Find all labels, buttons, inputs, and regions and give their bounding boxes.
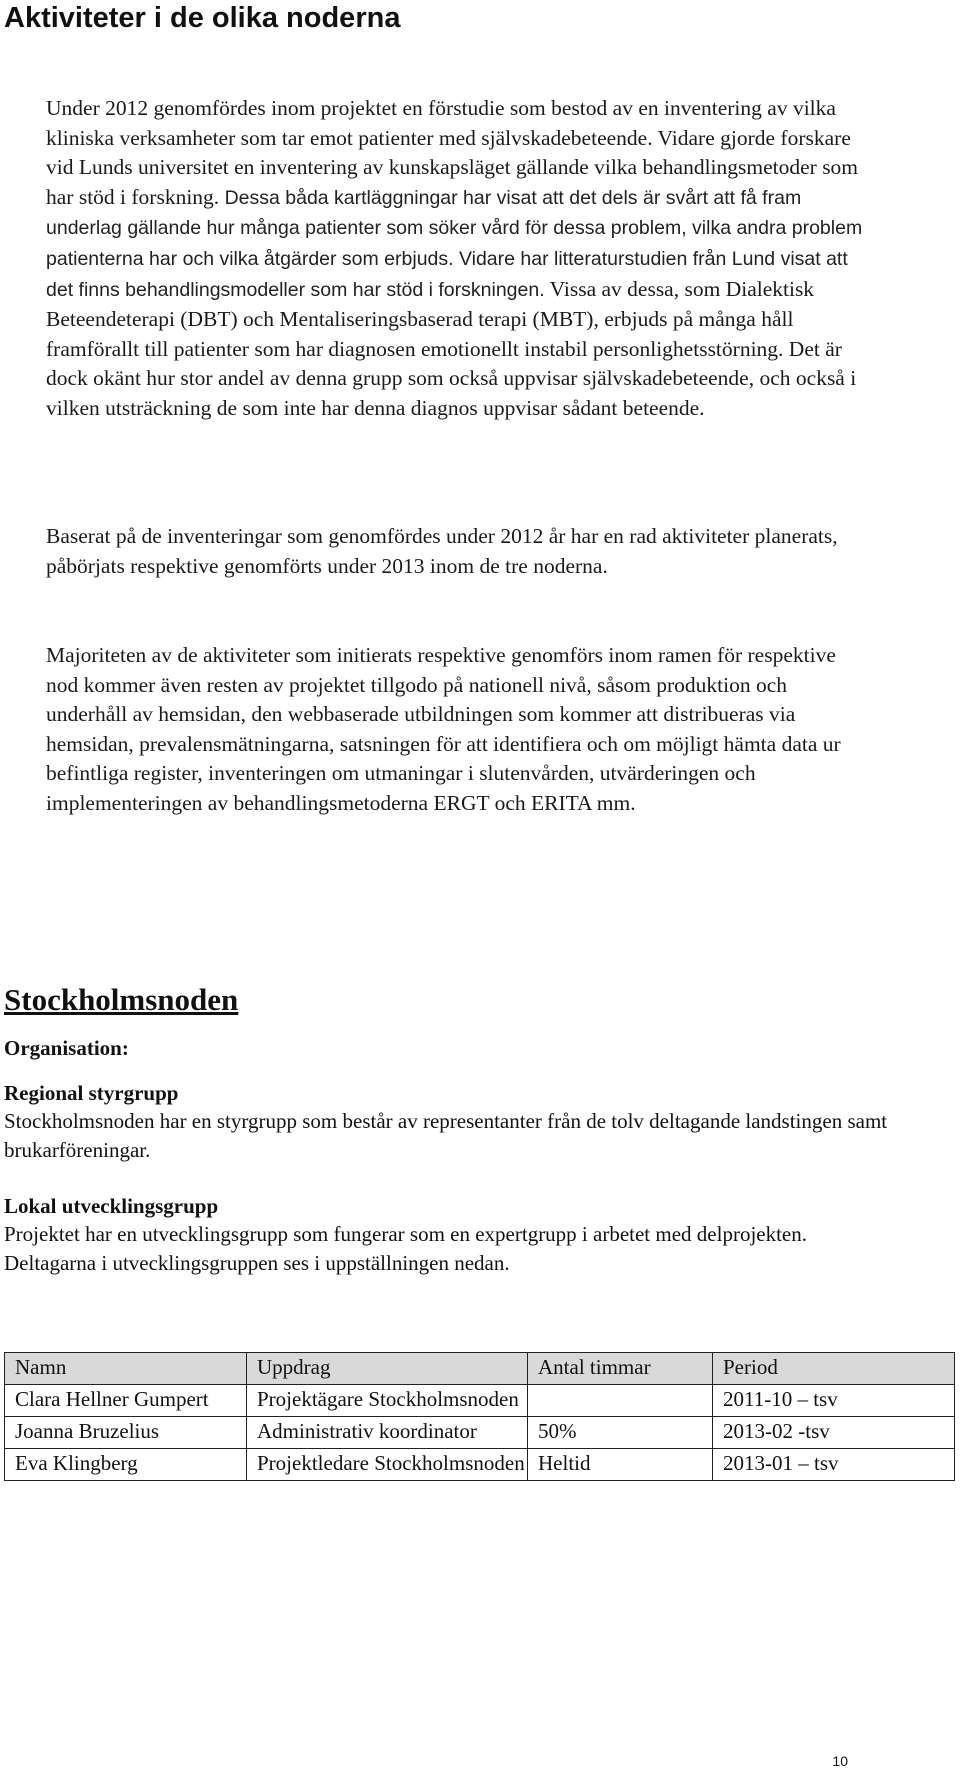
staff-table — [4, 1352, 955, 1481]
cell-period: 2013-01 – tsv — [713, 1449, 955, 1481]
table-row — [5, 1449, 955, 1481]
paragraph-1 — [46, 94, 866, 424]
header-period: Period — [713, 1353, 955, 1385]
cell-period: 2013-02 -tsv — [713, 1417, 955, 1449]
header-hours: Antal timmar — [528, 1353, 713, 1385]
cell-hours: Heltid — [528, 1449, 713, 1481]
paragraph-1-part-c: Vissa av dessa, som Dialektisk Beteendeterapi (DBT) och Mentaliseringsbaserad terapi (MBT), erbjuds på många håll framförallt till patienter som har diagnosen emotionellt instabil personlighetsstörning. Det är dock okänt hur stor andel av denna grupp som också uppvisar självskadebeteende, och också i vilken utsträckning de som inte har denna diagnos uppvisar sådant beteende. — [46, 276, 857, 420]
local-text: Projektet har en utvecklingsgrupp som fungerar som en expertgrupp i arbetet med delprojekten. Deltagarna i utvecklingsgruppen ses i uppställningen nedan. — [4, 1222, 808, 1275]
local-heading: Lokal utvecklingsgrupp — [4, 1194, 219, 1218]
paragraph-2: Baserat på de inventeringar som genomfördes under 2012 år har en rad aktiviteter planerats, påbörjats respektive genomförts under 2013 inom de tre noderna. — [46, 524, 838, 578]
cell-hours: 50% — [528, 1417, 713, 1449]
header-name: Namn — [5, 1353, 247, 1385]
cell-hours — [528, 1385, 713, 1417]
regional-text: Stockholmsnoden har en styrgrupp som består av representanter från de tolv deltagande landstingen samt brukarföreningar. — [4, 1109, 888, 1162]
paragraph-1-part-a: Under 2012 genomfördes inom projektet en förstudie som bestod av en inventering av vilka kliniska verksamheter som tar emot patienter med självskadebeteende. Vidare gjorde forskare vid Lunds universitet en inventering av kunskapsläget gällande vilka behandlingsmetoder som har stöd i forskning. — [46, 96, 859, 209]
page-number: 10 — [832, 1753, 848, 1769]
cell-role: Administrativ koordinator — [247, 1417, 528, 1449]
table-header-row — [5, 1353, 955, 1385]
cell-name: Eva Klingberg — [5, 1449, 247, 1481]
organisation-label: Organisation: — [4, 1036, 129, 1060]
table-row — [5, 1385, 955, 1417]
node-title: Stockholmsnoden — [4, 982, 239, 1017]
regional-heading: Regional styrgrupp — [4, 1081, 179, 1105]
header-role: Uppdrag — [247, 1353, 528, 1385]
cell-role: Projektledare Stockholmsnoden — [247, 1449, 528, 1481]
cell-period: 2011-10 – tsv — [713, 1385, 955, 1417]
cell-role: Projektägare Stockholmsnoden — [247, 1385, 528, 1417]
page-heading: Aktiviteter i de olika noderna — [4, 2, 401, 34]
cell-name: Clara Hellner Gumpert — [5, 1385, 247, 1417]
paragraph-1-part-b: Dessa båda kartläggningar har visat att det dels är svårt att få fram underlag gällande hur många patienter som söker vård för dessa problem, vilka andra problem patienterna har och vilka åtgärder som erbjuds. Vidare har litteraturstudien från Lund visat att det finns behandlingsmodeller som har stöd i forskningen. — [46, 186, 863, 301]
paragraph-3: Majoriteten av de aktiviteter som initierats respektive genomförs inom ramen för respektive nod kommer även resten av projektet tillgodo på nationell nivå, såsom produktion och underhåll av hemsidan, den webbaserade utbildningen som kommer att distribueras via hemsidan, prevalensmätningarna, satsningen för att identifiera och om möjligt hämta data ur befintliga register, inventeringen om utmaningar i slutenvården, utvärderingen och implementeringen av behandlingsmetoderna ERGT och ERITA mm. — [46, 643, 841, 815]
cell-name: Joanna Bruzelius — [5, 1417, 247, 1449]
table-row — [5, 1417, 955, 1449]
